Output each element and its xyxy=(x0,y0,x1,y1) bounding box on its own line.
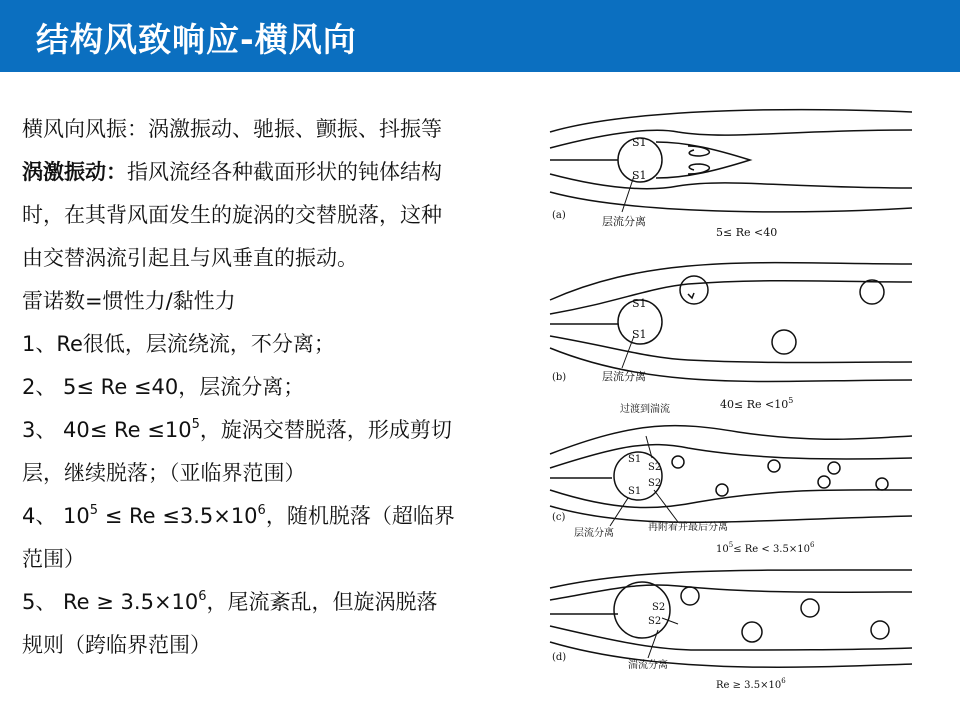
term-bold: 涡激振动： xyxy=(22,160,127,184)
sep-point-label: S2 xyxy=(648,462,662,473)
streamline xyxy=(550,626,912,650)
vortex-arrow xyxy=(688,293,694,298)
vortex xyxy=(672,456,684,468)
term-definition: 指风流经各种截面形状的钝体结构 xyxy=(127,160,442,184)
streamline xyxy=(550,192,912,212)
text-seg: ≤ Re ≤3.5×10 xyxy=(98,504,258,528)
body-text xyxy=(22,108,522,667)
sep-point-label: S2 xyxy=(652,602,666,613)
re-range-sup: 5 xyxy=(728,541,734,549)
text-seg: 3、 40≤ Re ≤10 xyxy=(22,418,192,442)
superscript: 6 xyxy=(257,503,266,518)
text-seg: ，旋涡交替脱落，形成剪切 xyxy=(199,418,452,442)
sep-point-label: S2 xyxy=(648,478,662,489)
leader-line xyxy=(622,176,634,212)
text-line: 层，继续脱落；（亚临界范围） xyxy=(22,461,306,485)
leader-line xyxy=(662,618,678,624)
sep-point-label: S1 xyxy=(632,169,647,182)
sep-point-label: S1 xyxy=(632,297,647,310)
vortex xyxy=(801,599,819,617)
regime-label: 层流分离 xyxy=(574,528,614,539)
streamline xyxy=(550,585,912,600)
regime-label: 湍流分离 xyxy=(628,660,668,671)
re-range-main: 40≤ Re <10 xyxy=(720,398,789,411)
superscript: 5 xyxy=(89,503,99,518)
text-line: 范围） xyxy=(22,547,85,571)
vortex xyxy=(768,460,780,472)
streamline xyxy=(550,281,912,314)
text-line: 雷诺数=惯性力/黏性力 xyxy=(22,289,236,313)
leader-line xyxy=(610,498,628,526)
sep-point-label: S1 xyxy=(632,328,647,341)
flow-diagram-svg xyxy=(538,102,928,702)
panel-a xyxy=(550,110,912,239)
re-range xyxy=(720,396,793,411)
streamline xyxy=(550,490,912,508)
text-line: 1、Re很低，层流绕流，不分离； xyxy=(22,332,335,356)
text-line: 2、 5≤ Re ≤40，层流分离； xyxy=(22,375,305,399)
sep-point-label: S1 xyxy=(628,486,642,497)
streamline xyxy=(550,642,912,667)
text-line: 规则（跨临界范围） xyxy=(22,633,211,657)
text-line xyxy=(22,581,522,624)
vortex xyxy=(818,476,830,488)
sep-point-label: S2 xyxy=(648,616,662,627)
leader-line xyxy=(648,630,658,658)
streamline xyxy=(550,445,912,468)
sep-point-label: S1 xyxy=(628,454,642,465)
vortex xyxy=(871,621,889,639)
text-seg: ，随机脱落（超临界 xyxy=(265,504,455,528)
streamline xyxy=(550,426,912,454)
panel-d xyxy=(550,570,912,691)
vortex xyxy=(860,280,884,304)
vortex xyxy=(876,478,888,490)
text-line: 由交替涡流引起且与风垂直的振动。 xyxy=(22,246,358,270)
text-seg: ，尾流紊乱，但旋涡脱落 xyxy=(206,590,438,614)
vortex xyxy=(772,330,796,354)
text-seg: 4、 10 xyxy=(22,504,90,528)
streamline xyxy=(550,130,912,148)
re-range-sup: 6 xyxy=(809,541,815,549)
text-line xyxy=(22,495,522,538)
re-range: 5≤ Re <40 xyxy=(716,226,778,239)
panel-c xyxy=(550,402,912,555)
text-line xyxy=(22,409,522,452)
vortex xyxy=(828,462,840,474)
re-range-sup: 5 xyxy=(788,396,794,405)
flow-regime-figure xyxy=(538,102,928,702)
re-range-main: Re ≥ 3.5×10 xyxy=(716,680,782,691)
vortex xyxy=(681,587,699,605)
re-range xyxy=(716,541,815,555)
page-title: 结构风致响应-横风向 xyxy=(36,20,357,59)
vortex xyxy=(742,622,762,642)
streamline xyxy=(550,174,912,189)
streamline xyxy=(550,506,912,522)
panel-label: (b) xyxy=(552,372,567,383)
regime-label: 层流分离 xyxy=(602,370,646,383)
re-range xyxy=(716,677,786,691)
sep-point-label: S1 xyxy=(632,136,647,149)
regime-label: 再附着并最后分离 xyxy=(648,522,728,533)
panel-label: (a) xyxy=(552,210,566,221)
re-range-part: ≤ Re < 3.5×10 xyxy=(733,544,810,555)
regime-label: 层流分离 xyxy=(602,215,646,228)
streamline xyxy=(550,570,912,588)
vortex xyxy=(716,484,728,496)
streamline xyxy=(550,110,912,132)
superscript: 6 xyxy=(198,589,207,604)
superscript: 5 xyxy=(191,417,200,432)
streamline xyxy=(550,336,912,363)
panel-b xyxy=(550,263,912,411)
panel-label: (d) xyxy=(552,652,567,663)
panel-label: (c) xyxy=(552,512,566,523)
vortex xyxy=(680,276,708,304)
text-line: 时，在其背风面发生的旋涡的交替脱落，这种 xyxy=(22,203,442,227)
re-range-sup: 6 xyxy=(781,677,786,685)
title-bar xyxy=(0,0,960,72)
text-seg: 5、 Re ≥ 3.5×10 xyxy=(22,590,199,614)
text-line xyxy=(22,151,522,194)
regime-label: 过渡到湍流 xyxy=(620,404,670,415)
text-line: 横风向风振：涡激振动、驰振、颤振、抖振等 xyxy=(22,117,442,141)
re-range-part: 10 xyxy=(716,544,729,555)
